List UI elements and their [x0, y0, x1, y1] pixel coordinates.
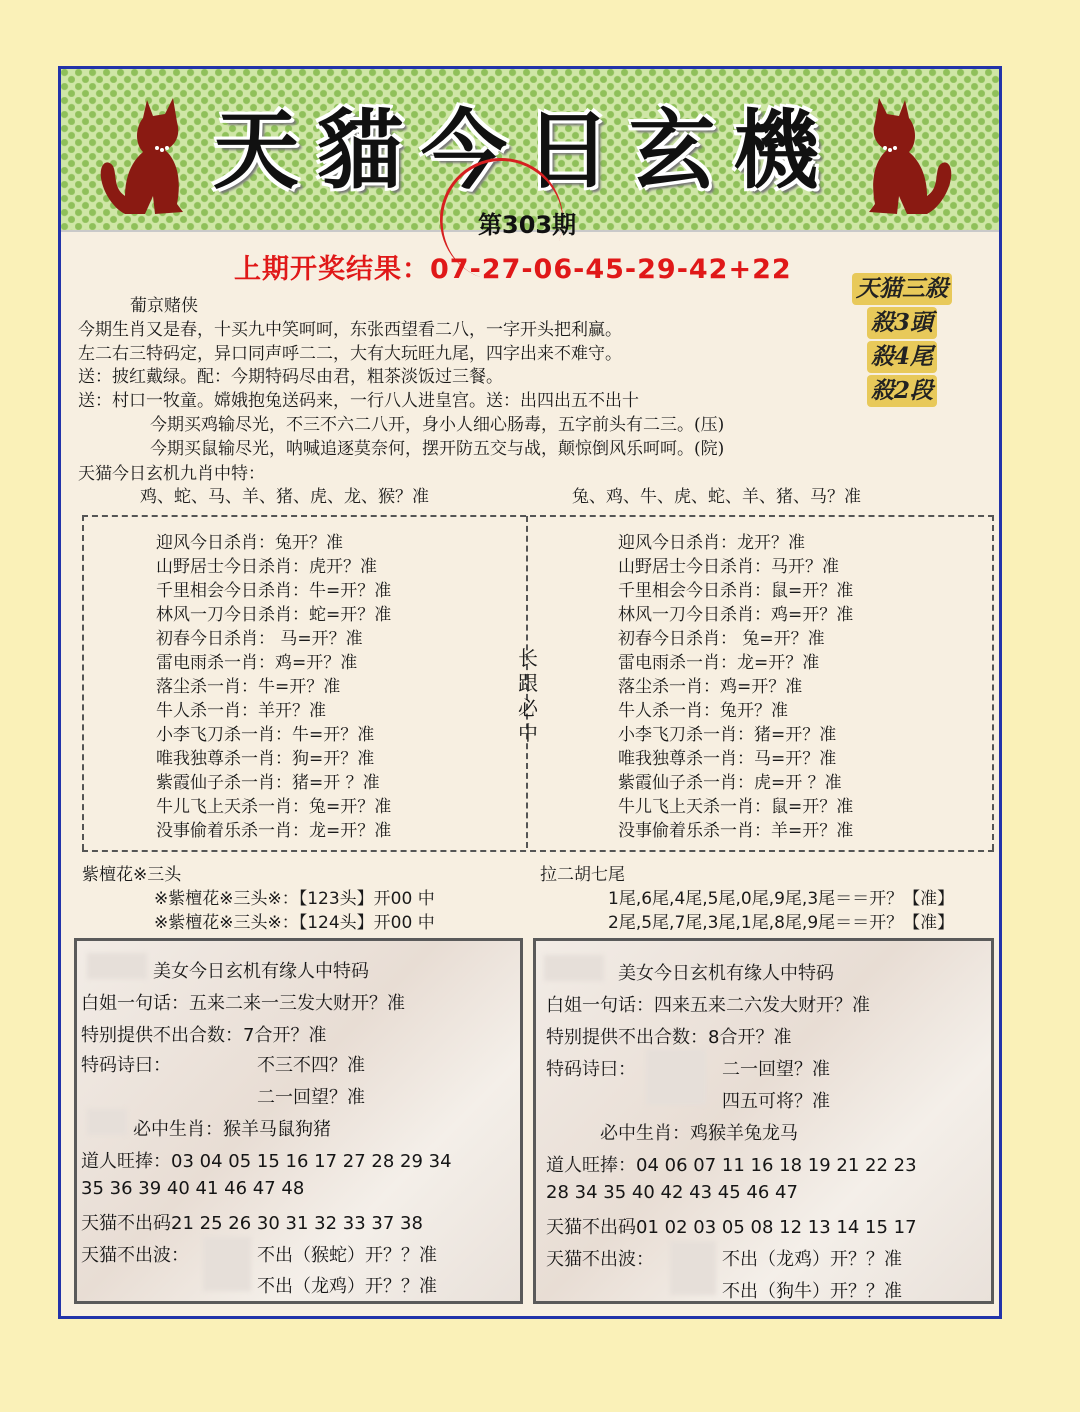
- tails-row: 2尾,5尾,7尾,3尾,1尾,8尾,9尾＝＝开？【准】: [608, 913, 955, 933]
- kill-box: [832, 272, 972, 408]
- list-item: 千里相会今日杀肖：鼠=开？准: [618, 581, 854, 601]
- list-item: 唯我独尊杀一肖：狗=开？准: [156, 749, 375, 769]
- list-item: 林风一刀今日杀肖：蛇=开？准: [156, 605, 392, 625]
- list-item: 唯我独尊杀一肖：马=开？准: [618, 749, 837, 769]
- panel-line: 必中生肖：猴羊马鼠狗猪: [133, 1119, 331, 1140]
- panel-line: 不出（狗牛）开？？准: [722, 1281, 902, 1302]
- list-item: 迎风今日杀肖：龙开？准: [618, 533, 805, 553]
- list-item: 初春今日杀肖： 兔=开？准: [618, 629, 825, 649]
- panel-line: 不出（龙鸡）开？？准: [257, 1276, 437, 1297]
- panel-line: 不出（猴蛇）开？？准: [257, 1245, 437, 1266]
- poem-line: 左二右三特码定，异口同声呼二二，大有大玩旺九尾，四字出来不难守。: [78, 344, 622, 364]
- list-item: 牛儿飞上天杀一肖：鼠=开？准: [618, 797, 854, 817]
- panel-title: 美女今日玄机有缘人中特码: [618, 963, 834, 984]
- panel-title: 美女今日玄机有缘人中特码: [153, 961, 369, 982]
- list-item: 牛人杀一肖：兔开？准: [618, 701, 788, 721]
- list-item: 初春今日杀肖： 马=开？准: [156, 629, 363, 649]
- poem-line: 今期生肖又是春，十买九中笑呵呵，东张西望看二八，一字开头把利赢。: [78, 320, 622, 340]
- list-item: 千里相会今日杀肖：牛=开？准: [156, 581, 392, 601]
- panel-line: 不三不四？准: [257, 1055, 365, 1076]
- panel-line: 特码诗曰：: [81, 1055, 171, 1076]
- list-item: 牛人杀一肖：羊开？准: [156, 701, 326, 721]
- heads-label: 紫檀花※三头: [82, 865, 182, 885]
- panel-left: [74, 938, 523, 1304]
- list-item: 紫霞仙子杀一肖：虎=开 ？准: [618, 773, 842, 793]
- blur-patch: [646, 1049, 706, 1105]
- poem-line: 今期买鸡输尽光，不三不六二八开，身小人细心肠毒，五字前头有二三。(压): [150, 415, 725, 435]
- center-tag-char: 跟: [518, 671, 538, 695]
- poem-line: 今期买鼠输尽光，呐喊追逐莫奈何，摆开防五交与战，颠惊倒风乐呵呵。(院): [150, 439, 725, 459]
- center-tag-char: 长: [518, 646, 538, 670]
- panel-line: 特别提供不出合数：7合开？准: [81, 1025, 327, 1046]
- panel-line: 天猫不出码01 02 03 05 08 12 13 14 15 17: [546, 1217, 917, 1238]
- panel-line: 白姐一句话：四来五来二六发大财开？准: [546, 995, 870, 1016]
- list-item: 雷电雨杀一肖：鸡=开？准: [156, 653, 358, 673]
- list-item: 雷电雨杀一肖：龙=开？准: [618, 653, 820, 673]
- panel-line: 35 36 39 40 41 46 47 48: [81, 1178, 305, 1199]
- panel-line: 天猫不出波：: [546, 1249, 654, 1270]
- blur-patch: [670, 1241, 716, 1295]
- panel-line: 四五可将？准: [722, 1091, 830, 1112]
- poem-line: 送：村口一牧童。嫦娥抱兔送码来，一行八人进皇宫。送：出四出五不出十: [78, 391, 639, 411]
- panel-line: 特别提供不出合数：8合开？准: [546, 1027, 792, 1048]
- list-item: 没事偷着乐杀一肖：羊=开？准: [618, 821, 854, 841]
- last-result-numbers: 07-27-06-45-29-42+22: [430, 254, 792, 285]
- list-item: 牛儿飞上天杀一肖：兔=开？准: [156, 797, 392, 817]
- panel-line: 天猫不出波：: [81, 1245, 189, 1266]
- kill-box-line: 殺3頭: [867, 307, 937, 339]
- list-item: 小李飞刀杀一肖：猪=开？准: [618, 725, 837, 745]
- nine-zodiac-label: 天猫今日玄机九肖中特：: [78, 464, 265, 484]
- list-item: 林风一刀今日杀肖：鸡=开？准: [618, 605, 854, 625]
- poem-author: 葡京赌侠: [130, 296, 198, 316]
- nine-zodiac-left: 鸡、蛇、马、羊、猪、虎、龙、猴？准: [140, 487, 429, 507]
- panel-line: 天猫不出码21 25 26 30 31 32 33 37 38: [81, 1213, 423, 1234]
- list-item: 没事偷着乐杀一肖：龙=开？准: [156, 821, 392, 841]
- tails-row: 1尾,6尾,4尾,5尾,0尾,9尾,3尾＝＝开？【准】: [608, 889, 955, 909]
- panel-line: 28 34 35 40 42 43 45 46 47: [546, 1182, 798, 1203]
- tails-label: 拉二胡七尾: [540, 865, 625, 885]
- panel-line: 不出（龙鸡）开？？准: [722, 1249, 902, 1270]
- heads-row: ※紫檀花※三头※：【123头】开00 中: [154, 889, 435, 909]
- list-item: 小李飞刀杀一肖：牛=开？准: [156, 725, 375, 745]
- cat-silhouette-icon: [862, 92, 957, 220]
- page-title: 天貓今日玄機: [213, 100, 837, 201]
- poem-line: 送：披红戴绿。配：今期特码尽由君，粗茶淡饭过三餐。: [78, 367, 503, 387]
- list-item: 迎风今日杀肖：兔开？准: [156, 533, 343, 553]
- list-item: 山野居士今日杀肖：马开？准: [618, 557, 839, 577]
- panel-line: 白姐一句话：五来二来一三发大财开？准: [81, 993, 405, 1014]
- list-item: 落尘杀一肖：鸡=开？准: [618, 677, 803, 697]
- heads-row: ※紫檀花※三头※：【124头】开00 中: [154, 913, 435, 933]
- panel-line: 特码诗曰：: [546, 1059, 636, 1080]
- blur-patch: [87, 1109, 127, 1135]
- panel-line: 道人旺捧：04 06 07 11 16 18 19 21 22 23: [546, 1155, 917, 1176]
- center-tag-char: 中: [518, 721, 538, 745]
- panel-line: 二一回望？准: [257, 1087, 365, 1108]
- panel-line: 二一回望？准: [722, 1059, 830, 1080]
- blur-patch: [544, 955, 604, 981]
- kill-box-line: 殺2段: [867, 375, 937, 407]
- last-result-label: 上期开奖结果：: [234, 254, 430, 285]
- list-item: 紫霞仙子杀一肖：猪=开 ？准: [156, 773, 380, 793]
- list-item: 落尘杀一肖：牛=开？准: [156, 677, 341, 697]
- kill-box-line: 殺4尾: [867, 341, 937, 373]
- last-result: [234, 247, 792, 286]
- cat-silhouette-icon: [95, 92, 190, 220]
- center-tag: [517, 646, 539, 746]
- center-tag-char: 必: [518, 696, 538, 720]
- issue-number: 第303期: [478, 211, 577, 239]
- list-item: 山野居士今日杀肖：虎开？准: [156, 557, 377, 577]
- panel-right: [533, 938, 994, 1304]
- panel-line: 道人旺捧：03 04 05 15 16 17 27 28 29 34: [81, 1151, 452, 1172]
- nine-zodiac-right: 兔、鸡、牛、虎、蛇、羊、猪、马？准: [572, 487, 861, 507]
- panel-line: 必中生肖：鸡猴羊兔龙马: [600, 1123, 798, 1144]
- kill-box-title: 天猫三殺: [852, 273, 952, 305]
- blur-patch: [87, 953, 147, 979]
- blur-patch: [203, 1237, 251, 1291]
